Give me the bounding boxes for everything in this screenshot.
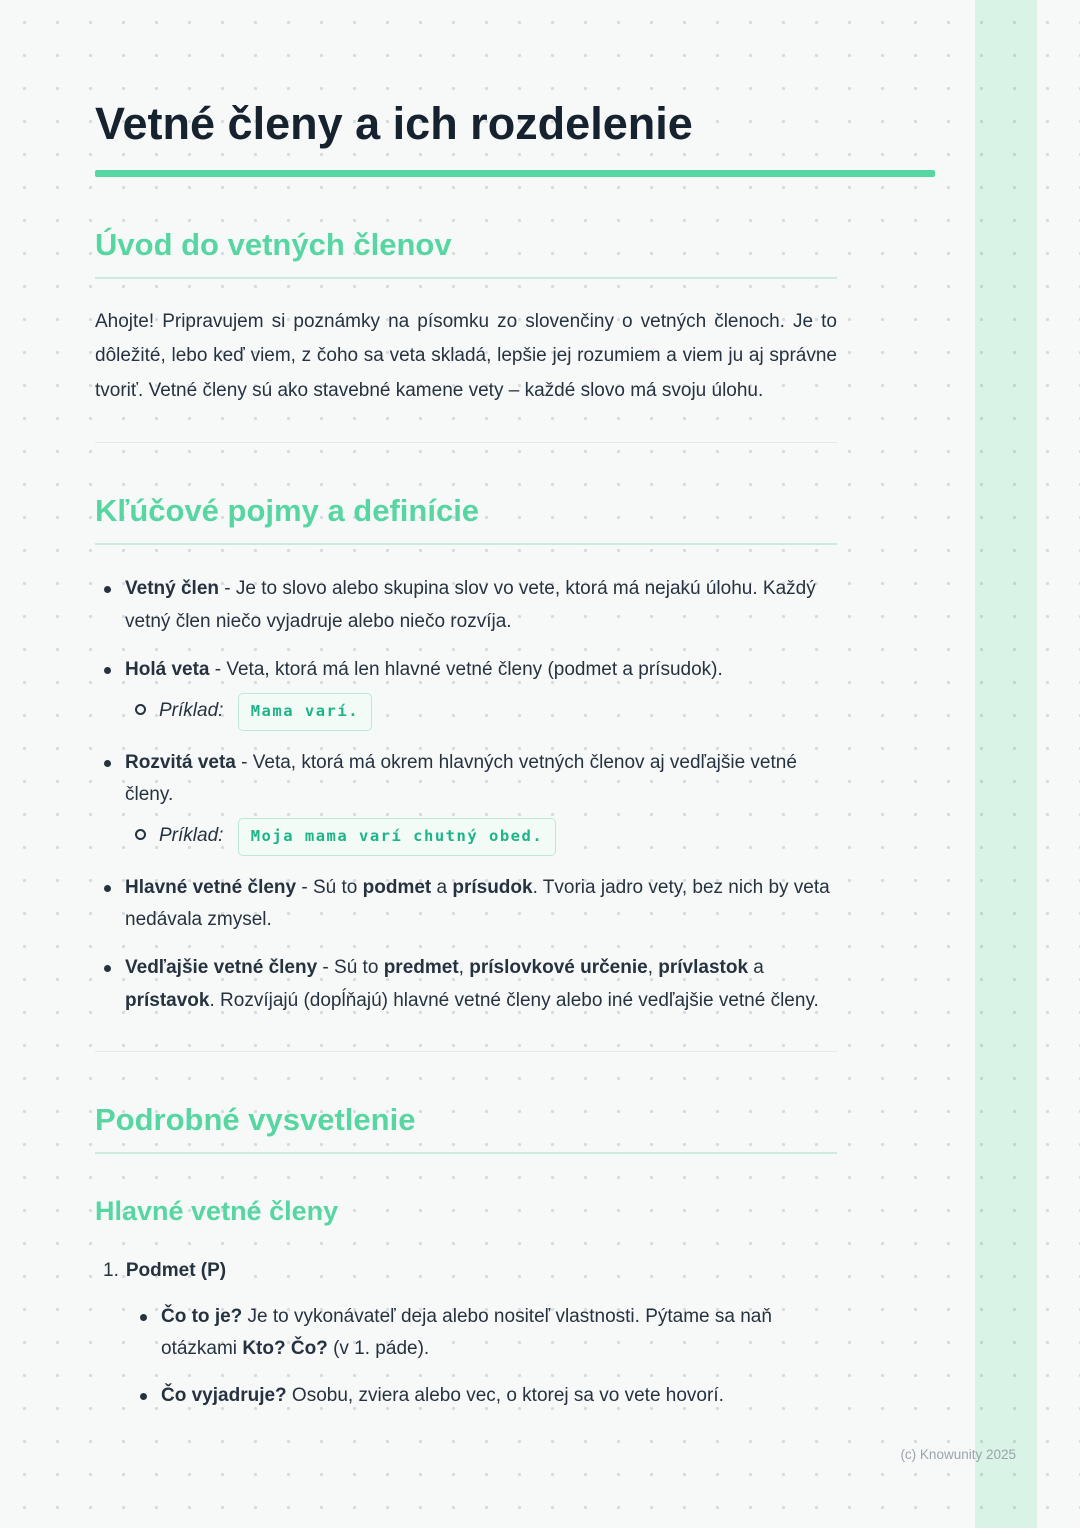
list-item [95, 952, 837, 1017]
list-item [95, 872, 837, 937]
example-row [125, 818, 837, 855]
right-accent-band [975, 0, 1037, 1528]
title-underline-bar [95, 170, 935, 177]
section-intro [95, 227, 837, 409]
list-item-text: Vedľajšie vetné členy - Sú to predmet, príslovkové určenie, prívlastok a prístavok. Rozvíjajú (dopĺňajú) hlavné vetné členy alebo iné vedľajšie vetné členy. [125, 957, 819, 1011]
example-row [125, 693, 837, 730]
example-code: Mama varí. [238, 693, 372, 730]
section-detail [95, 1102, 837, 1412]
list-item-text: Čo to je? Je to vykonávateľ deja alebo nositeľ vlastnosti. Pýtame sa naň otázkami Kto? Čo? (v 1. páde). [161, 1306, 772, 1360]
numbered-item [95, 1255, 837, 1412]
section-divider [95, 1051, 837, 1052]
example-code: Moja mama varí chutný obed. [238, 818, 556, 855]
page-title: Vetné členy a ich rozdelenie [95, 98, 693, 149]
list-item [131, 1380, 837, 1412]
points-list [95, 1301, 837, 1412]
example-label: Príklad: [159, 700, 224, 722]
numbered-item-label: Podmet (P) [125, 1259, 227, 1281]
list-item [95, 573, 837, 638]
example-label: Príklad: [159, 825, 224, 847]
intro-paragraph: Ahojte! Pripravujem si poznámky na písomku zo slovenčiny o vetných členoch. Je to dôležité, lebo keď viem, z čoho sa veta skladá, lepšie jej rozumiem a viem ju aj správne tvoriť. Vetné členy sú ako stavebné kamene vety – každé slovo má svoju úlohu. [95, 310, 837, 401]
concepts-list [95, 573, 837, 1016]
section-concepts [95, 493, 837, 1016]
numbered-item-number: 1. [103, 1259, 119, 1281]
watermark: (c) Knowunity 2025 [900, 1447, 1016, 1462]
section-heading-intro: Úvod do vetných členov [95, 227, 837, 279]
section-heading-concepts: Kľúčové pojmy a definície [95, 493, 837, 545]
section-heading-detail: Podrobné vysvetlenie [95, 1102, 837, 1154]
subsection-heading-main-members: Hlavné vetné členy [95, 1195, 339, 1226]
numbered-item-head [95, 1255, 837, 1287]
numbered-list [95, 1255, 837, 1412]
list-item-text: Holá veta - Veta, ktorá má len hlavné vetné členy (podmet a prísudok). [125, 659, 723, 681]
list-item-text: Vetný člen - Je to slovo alebo skupina slov vo vete, ktorá má nejakú úlohu. Každý vetný člen niečo vyjadruje alebo niečo rozvíja. [125, 578, 816, 632]
page-content [95, 0, 837, 1426]
list-item-text: Rozvitá veta - Veta, ktorá má okrem hlavných vetných členov aj vedľajšie vetné členy. [125, 751, 797, 806]
list-item [131, 1301, 837, 1366]
list-item-text: Hlavné vetné členy - Sú to podmet a prísudok. Tvoria jadro vety, bez nich by veta nedávala zmysel. [125, 876, 830, 930]
list-item [95, 747, 837, 856]
list-item-text: Čo vyjadruje? Osobu, zviera alebo vec, o ktorej sa vo vete hovorí. [161, 1384, 724, 1406]
list-item [95, 654, 837, 731]
section-divider [95, 442, 837, 443]
